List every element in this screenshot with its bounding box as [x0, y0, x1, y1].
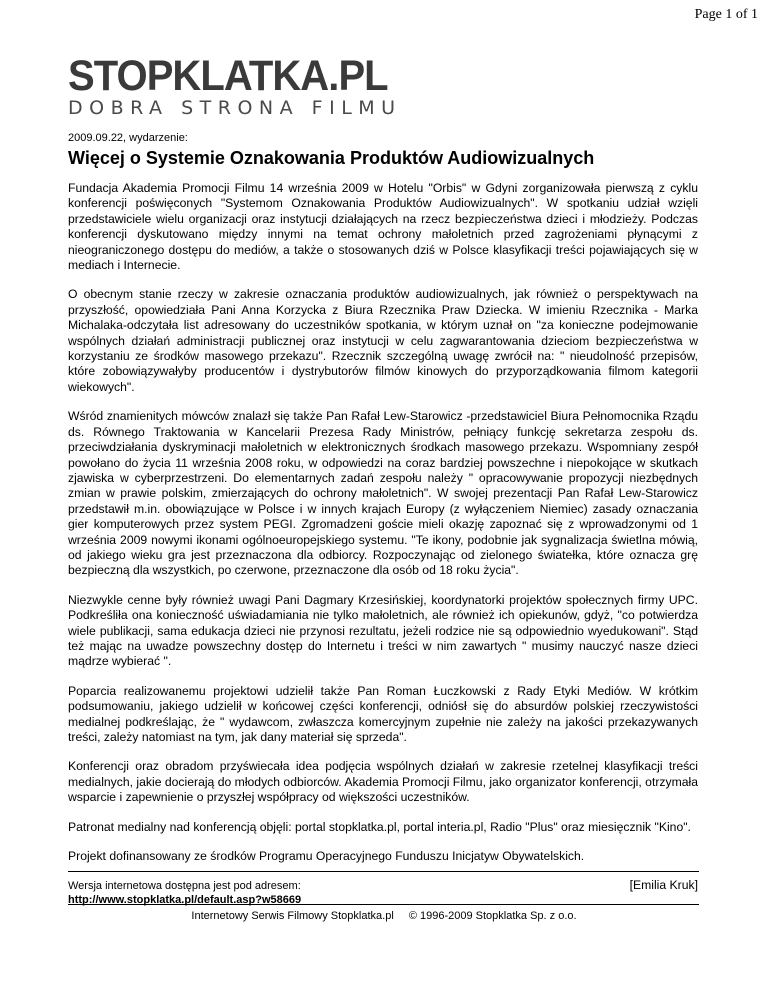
article-paragraph: O obecnym stanie rzeczy w zakresie oznaczania produktów audiowizualnych, jak również o perspektywach na przyszłość, opowiedziała Pani Anna Korzycka z Biura Rzecznika Praw Dziecka. W imieniu Rzecznika - Marka Michalaka-odczytała list adresowany do uczestników spotkania, w którym uznał on "za konieczne podejmowanie wspólnych działań administracji publicznej oraz instytucji w celu zagwarantowania dzieciom bezpieczeństwa w korzystaniu ze środków masowego przekazu". Rzecznik szczególną uwagę zwrócił na: " nieudolność przepisów, które zobowiązywałyby producentów i dystrybutorów filmów kinowych do przyporządkowania filmom kategorii wiekowych". — [68, 287, 698, 394]
article-title: Więcej o Systemie Oznakowania Produktów Audiowizualnych — [68, 148, 595, 168]
article-paragraph: Patronat medialny nad konferencją objęli: portal stopklatka.pl, portal interia.pl, Radio "Plus" oraz miesięcznik "Kino". — [68, 819, 691, 834]
article-paragraph: Konferencji oraz obradom przyświecała idea podjęcia wspólnych działań w zakresie rzetelnej klasyfikacji treści medialnych, jakie docierają do młodych odbiorców. Akademia Promocji Filmu, jako organizator konferencji, otrzymała wsparcie i zapewnienie o przyszłej współpracy od większości uczestników. — [68, 759, 698, 805]
article-paragraph: Wśród znamienitych mówców znalazł się także Pan Rafał Lew-Starowicz -przedstawiciel Biura Pełnomocnika Rządu ds. Równego Traktowania w Kancelarii Prezesa Rady Ministrów, pełniący funkcję sekretarza zespołu ds. przeciwdziałania dyskryminacji małoletnich w elektronicznych środkach masowego przekazu. Wspomniany zespół powołano do życia 11 września 2008 roku, w odpowiedzi na coraz bardziej powszechne i niepokojące w skutkach zjawiska w cyberprzestrzeni. Do elementarnych zadań zespołu należy " opracowywanie propozycji niezbędnych zmian w prawie polskim, zmierzających do ochrony małoletnich". W swojej prezentacji Pan Rafał Lew-Starowicz przedstawił m.in. obowiązujące w Polsce i w innych krajach Europy (z wyłączeniem Niemiec) zasady oznaczania gier komputerowych przez system PEGI. Zgromadzeni goście mieli okazję zapoznać się z wprowadzonymi od 1 września 2009 nowymi ikonami ogólnoeuropejskiego systemu. "Te ikony, podobnie jak sygnalizacja świetlna mówią, od jakiego wieku gra jest przeznaczona dla odbiorcy. Rozpoczynając od zielonego światełka, które oznacza grę bezpieczną dla wszystkich, po czerwone, przeznaczone dla osób od 18 roku życia". — [68, 409, 698, 578]
source-url-link[interactable]: http://www.stopklatka.pl/default.asp?w58669 — [68, 894, 302, 906]
article-paragraph: Fundacja Akademia Promocji Filmu 14 września 2009 w Hotelu "Orbis" w Gdyni zorganizowała pierwszą z cyklu konferencji poświęconych "Systemom Oznakowania Produktów Audiowizualnych". W spotkaniu udział wzięli przedstawiciele wielu organizacji oraz instytucji działających na rzecz bezpieczeństwa dzieci i młodzieży. Podczas konferencji dyskutowano między innymi na temat ochrony małoletnich przed zagrożeniami płynącymi z nieograniczonego dostępu do mediów, a także o stosowanych dziś w Polsce klasyfikacji treści pojawiających się w mediach i Internecie. — [68, 181, 698, 273]
article-paragraph: Projekt dofinansowany ze środków Programu Operacyjnego Funduszu Inicjatyw Obywatelskich. — [68, 849, 585, 864]
article-dateline: 2009.09.22, wydarzenie: — [68, 132, 188, 144]
divider-bottom — [68, 904, 699, 905]
article — [68, 132, 698, 908]
article-paragraph: Niezwykle cenne były również uwagi Pani Dagmary Krzesińskiej, koordynatorki projektów społecznych firmy UPC. Podkreśliła ona konieczność uświadamiania nie tylko małoletnich, ale również ich opiekunów, gdyż, "co potwierdza wiele publikacji, sama edukacja dzieci nie przynosi rezultatu, jeżeli rodzice nie są odpowiednio wyedukowani". Stąd też mając na uwadze powszechny dostęp do Internetu i treści w nim zawartych " musimy nauczyć nasze dzieci mądrze wybierać ". — [68, 592, 698, 669]
page-number: Page 1 of 1 — [694, 7, 758, 22]
source-info — [68, 879, 301, 907]
site-logo[interactable] — [68, 52, 412, 119]
divider-top — [68, 871, 699, 872]
page-footer — [0, 910, 768, 922]
footer-copyright: © 1996-2009 Stopklatka Sp. z o.o. — [408, 910, 577, 922]
article-author: [Emilia Kruk] — [629, 878, 698, 893]
logo-tagline: DOBRA STRONA FILMU — [68, 97, 402, 119]
source-label: Wersja internetowa dostępna jest pod adresem: — [68, 880, 301, 892]
footer-site-name: Internetowy Serwis Filmowy Stopklatka.pl — [191, 910, 394, 922]
logo-wordmark: STOPKLATKA.PL — [68, 52, 388, 100]
article-paragraph: Poparcia realizowanemu projektowi udzielił także Pan Roman Łuczkowski z Rady Etyki Mediów. W krótkim podsumowaniu, jakiego udzielił w końcowej części konferencji, odniósł się do absurdów polskiej rzeczywistości medialnej podkreślając, że " wydawcom, zwłaszcza komercyjnym zupełnie nie zależy na jakości przekazywanych treści, zależy natomiast na tym, jak dany materiał się sprzeda". — [68, 683, 698, 744]
